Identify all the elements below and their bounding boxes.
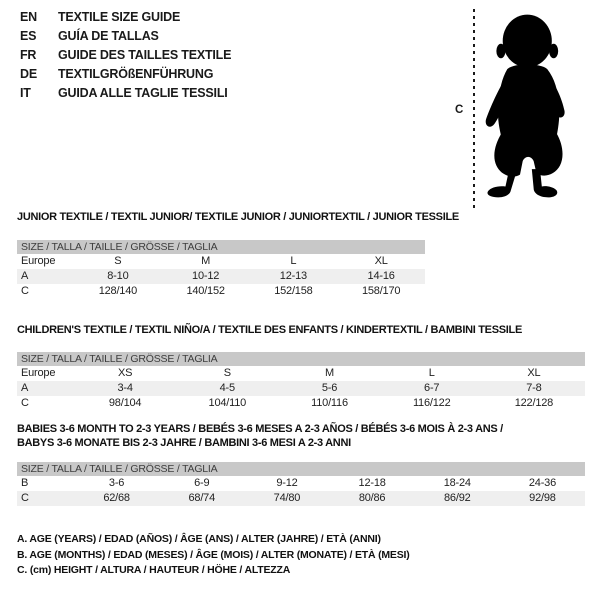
size-cell: 9-12 — [276, 477, 298, 489]
language-list — [20, 8, 231, 103]
size-cell: 68/74 — [188, 492, 216, 504]
language-title: GUÍA DE TALLAS — [58, 29, 159, 43]
baby-height-figure — [450, 4, 598, 216]
row-label: A — [21, 382, 29, 394]
size-cell: 3-6 — [108, 477, 125, 489]
size-cell: 86/92 — [444, 492, 471, 504]
junior-size-table — [17, 240, 425, 299]
size-cell: 92/98 — [529, 492, 556, 504]
size-cell: 12-13 — [279, 270, 307, 282]
size-cell: L — [428, 367, 435, 379]
table-row-height — [17, 284, 425, 299]
size-cell: 4-5 — [219, 382, 235, 394]
table-row-height — [17, 396, 585, 411]
row-label: A — [21, 270, 29, 282]
size-cell: 62/68 — [103, 492, 130, 504]
size-cell: 10-12 — [192, 270, 220, 282]
footnotes — [17, 532, 410, 579]
language-code: EN — [20, 10, 37, 24]
size-cell: 80/86 — [358, 492, 386, 504]
junior-table-title: JUNIOR TEXTILE / TEXTIL JUNIOR/ TEXTILE JUNIOR / JUNIORTEXTIL / JUNIOR TESSILE — [17, 211, 459, 223]
babies-title-line2: BABYS 3-6 MONATE BIS 2-3 JAHRE / BAMBINI 3-6 MESI A 2-3 ANNI — [17, 436, 351, 449]
language-row-it — [20, 84, 231, 103]
size-cell: XL — [527, 367, 541, 379]
size-cell: 24-36 — [528, 477, 557, 489]
size-cell: 18-24 — [443, 477, 471, 489]
size-cell: 74/80 — [273, 492, 301, 504]
language-code: FR — [20, 48, 37, 62]
size-cell: 7-8 — [526, 382, 542, 394]
baby-silhouette-icon — [480, 6, 580, 206]
row-label: C — [21, 397, 29, 409]
size-cell: 110/116 — [311, 397, 348, 409]
size-cell: 122/128 — [514, 397, 554, 409]
size-cell: S — [223, 367, 231, 379]
language-row-es — [20, 27, 231, 46]
table-row-europe — [17, 254, 425, 269]
language-code: DE — [20, 67, 37, 81]
size-cell: M — [201, 255, 211, 267]
size-header-bar: SIZE / TALLA / TAILLE / GRÖSSE / TAGLIA — [17, 352, 585, 366]
language-code: IT — [20, 86, 31, 100]
size-cell: 6-7 — [424, 382, 440, 394]
size-cell: 12-18 — [358, 477, 386, 489]
row-label: C — [21, 285, 29, 297]
size-cell: 104/110 — [208, 397, 247, 409]
language-code: ES — [20, 29, 37, 43]
language-title: TEXTILE SIZE GUIDE — [58, 10, 181, 24]
size-cell: L — [290, 255, 297, 267]
size-cell: XS — [117, 367, 133, 379]
size-cell: S — [114, 255, 122, 267]
size-cell: 116/122 — [412, 397, 451, 409]
height-measure-label: C — [455, 104, 464, 116]
footnote-c: C. (cm) HEIGHT / ALTURA / HAUTEUR / HÖHE / ALTEZZA — [17, 564, 291, 576]
table-row-age — [17, 381, 585, 396]
size-cell: 128/140 — [98, 285, 138, 297]
language-title: GUIDA ALLE TAGLIE TESSILI — [58, 86, 228, 100]
language-title: TEXTILGRÖßENFÜHRUNG — [58, 67, 214, 81]
size-cell: 3-4 — [117, 382, 133, 394]
size-cell: 8-10 — [107, 270, 129, 282]
table-row-height — [17, 491, 585, 506]
language-title: GUIDE DES TAILLES TEXTILE — [58, 48, 232, 62]
table-row-months — [17, 476, 585, 491]
babies-size-table — [17, 462, 585, 506]
table-row-europe — [17, 366, 585, 381]
size-cell: 6-9 — [194, 477, 210, 489]
size-cell: 158/170 — [361, 285, 401, 297]
size-cell: M — [325, 367, 334, 379]
size-cell: 98/104 — [108, 397, 142, 409]
size-cell: 14-16 — [367, 270, 395, 282]
language-row-en — [20, 8, 231, 27]
size-cell: 5-6 — [321, 382, 338, 394]
babies-table-title — [17, 423, 503, 450]
height-dashed-line — [473, 9, 475, 209]
row-label: Europe — [21, 255, 56, 267]
table-row-age — [17, 269, 425, 284]
language-row-fr — [20, 46, 231, 65]
size-cell: 152/158 — [274, 285, 313, 297]
footnote-b: B. AGE (MONTHS) / EDAD (MESES) / ÂGE (MOIS) / ALTER (MONATE) / ETÀ (MESI) — [17, 548, 410, 561]
size-header-bar: SIZE / TALLA / TAILLE / GRÖSSE / TAGLIA — [17, 462, 585, 476]
size-header-bar: SIZE / TALLA / TAILLE / GRÖSSE / TAGLIA — [17, 240, 425, 254]
language-row-de — [20, 65, 231, 84]
row-label: B — [21, 477, 29, 489]
size-cell: XL — [374, 255, 388, 267]
footnote-a: A. AGE (YEARS) / EDAD (AÑOS) / ÂGE (ANS) / ALTER (JAHRE) / ETÀ (ANNI) — [17, 533, 381, 545]
row-label: Europe — [21, 367, 56, 379]
size-cell: 140/152 — [186, 285, 225, 297]
babies-title-line1: BABIES 3-6 MONTH TO 2-3 YEARS / BEBÉS 3-6 MESES A 2-3 AÑOS / BÉBÉS 3-6 MOIS À 2-3 ANS / — [17, 423, 503, 435]
children-size-table — [17, 352, 585, 411]
children-table-title: CHILDREN'S TEXTILE / TEXTIL NIÑO/A / TEXTILE DES ENFANTS / KINDERTEXTIL / BAMBINI TESSILE — [17, 324, 522, 336]
row-label: C — [21, 492, 29, 504]
